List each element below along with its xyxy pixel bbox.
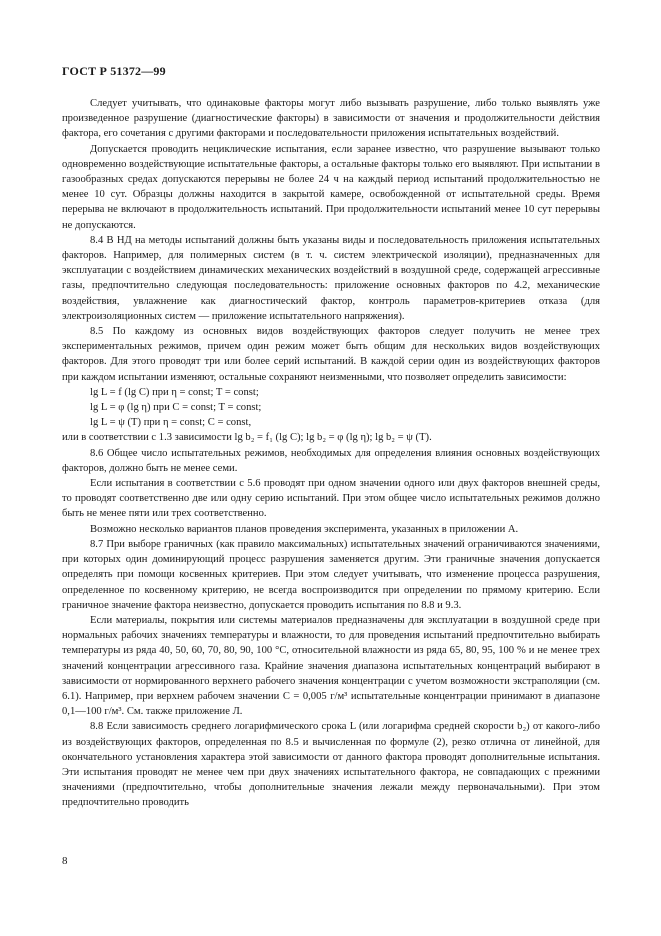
standard-title: ГОСТ Р 51372—99	[62, 64, 166, 78]
paragraph: 8.7 При выборе граничных (как правило максимальных) испытательных значений ограничиваются значениями, при которых один доминирующий процесс разрушения заменяется другим. Эти граничные значения допускается определять при помощи косвенных критериев. При этом следует учитывать, что изменение процесса разрушения, определенное по косвенному критерию, не всегда воспроизводится при определении по прямому критерию. Если граничное значение фактора неизвестно, допускается проводить испытания по 8.8 и 9.3.	[62, 538, 600, 611]
paragraph: Допускается проводить нециклические испытания, если заранее известно, что разрушение вызывают только одновременно воздействующие испытательные факторы, а остальные факторы только его выявляют. При испытании в газообразных средах допускаются перерывы не более 24 ч на каждый период испытаний продолжительностью не менее 10 сут. Образцы должны находится в закрытой камере, освобожденной от испытательной среды. Время перерыва не включают в продолжительность испытаний. При продолжительности испытаний менее 10 сут перерывы не допускаются.	[62, 143, 600, 231]
paragraph: Следует учитывать, что одинаковые факторы могут либо вызывать разрушение, либо только выявлять уже произведенное разрушение (диагностические факторы) в зависимости от значения и продолжительности действия фактора, его сочетания с другими факторами и последовательности приложения испытательных воздействий.	[62, 98, 600, 140]
paragraph: Если испытания в соответствии с 5.6 проводят при одном значении одного или двух факторов внешней среды, то проводят соответственно две или одну серию испытаний. При этом общее число испытательных режимов должно быть не менее пяти или трех соответственно.	[62, 478, 600, 520]
paragraph: 8.8 Если зависимость среднего логарифмического срока L (или логарифма средней скорости b₂) от какого-либо из воздействующих факторов, определенная по 8.5 и вычисленная по формуле (2), резко отлична от линейной, для окончательного установления характера этой зависимости от данного фактора проводят дополнительные испытания. Эти испытания проводят не менее чем при двух значениях испытательного фактора, не совпадающих с прежними значениями (предпочтительно, чтобы дополнительные значения лежали между первоначальными). При этом предпочтительно проводить	[62, 721, 600, 809]
paragraph: 8.4 В НД на методы испытаний должны быть указаны виды и последовательность приложения испытательных факторов. Например, для полимерных систем (в т. ч. систем электрической изоляции), предназначенных для эксплуатации с воздействием динамических механических воздействий в воздушной среде, содержащей агрессивные газы, предпочтительно следующая последовательность: приложение основных факторов по 4.2, механические воздействия, увлажнение как диагностический фактор, контроль параметров-критериев отказа (для электроизоляционных систем — приложение испытательного напряжения).	[62, 234, 600, 322]
formula-line: lg L = φ (lg η) при C = const; T = const;	[90, 402, 262, 414]
formula-tail: или в соответствии с 1.3 зависимости lg b₂ = f₁ (lg C); lg b₂ = φ (lg η); lg b₂ = ψ (T).	[62, 432, 432, 444]
page-number: 8	[62, 855, 68, 867]
paragraph: Возможно несколько вариантов планов проведения эксперимента, указанных в приложении А.	[90, 523, 519, 535]
paragraph: Если материалы, покрытия или системы материалов предназначены для эксплуатации в воздушной среде при нормальных рабочих значениях температуры и влажности, то для проведения испытаний предпочтительно выбирать температуры из ряда 40, 50, 60, 70, 80, 90, 100 °С, относительной влажности из ряда 65, 80, 95, 100 % и не менее трех значений концентрации агрессивного газа. Крайние значения диапазона испытательных концентраций выбирают в зависимости от нормированного верхнего рабочего значения концентрации с учетом возможности экстраполяции (см. 6.1). Например, при верхнем рабочем значении C = 0,005 г/м³ испытательные концентрации принимают в диапазоне 0,1—100 г/м³. См. также приложение Л.	[62, 614, 600, 718]
paragraph: 8.5 По каждому из основных видов воздействующих факторов следует получить не менее трех экспериментальных режимов, причем один режим может быть общим для нескольких видов воздействующих факторов. Для этого проводят три или более серий испытаний. В каждой серии один из воздействующих факторов при каждом испытании изменяют, остальные сохраняют неизменными, что позволяет определить зависимости:	[62, 326, 600, 383]
formula-line: lg L = ψ (T) при η = const; C = const,	[90, 417, 252, 429]
formula-line: lg L = f (lg C) при η = const; T = const;	[90, 386, 259, 398]
document-body	[62, 96, 600, 811]
paragraph: 8.6 Общее число испытательных режимов, необходимых для определения влияния основных воздействующих факторов, должно быть не менее семи.	[62, 447, 600, 474]
